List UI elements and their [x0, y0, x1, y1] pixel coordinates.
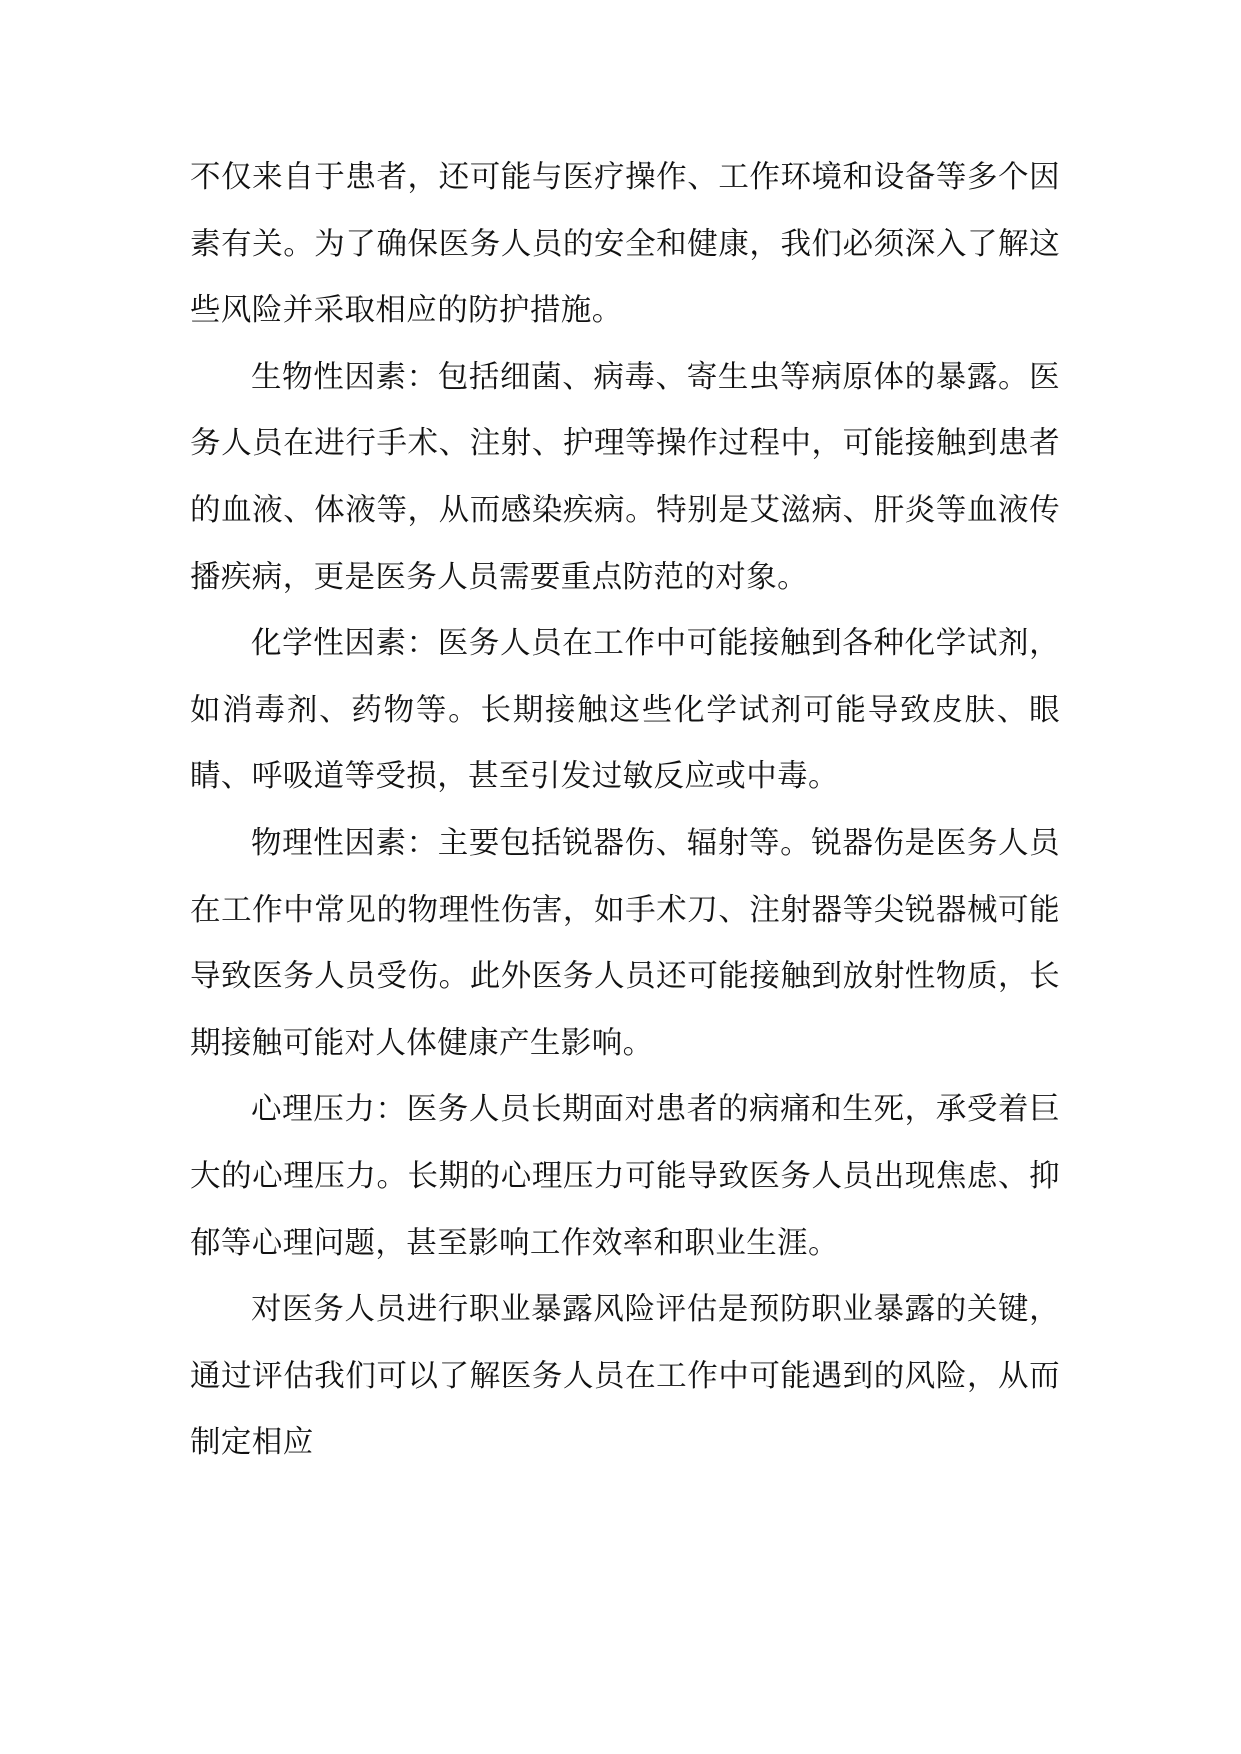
paragraph-chemical-factors: 化学性因素：医务人员在工作中可能接触到各种化学试剂，如消毒剂、药物等。长期接触这些化学试剂可能导致皮肤、眼睛、呼吸道等受损，甚至引发过敏反应或中毒。 — [190, 626, 1060, 795]
paragraph-physical-factors: 物理性因素：主要包括锐器伤、辐射等。锐器伤是医务人员在工作中常见的物理性伤害，如手术刀、注射器等尖锐器械可能导致医务人员受伤。此外医务人员还可能接触到放射性物质，长期接触可能对人体健康产生影响。 — [190, 825, 1060, 1061]
document-body — [190, 145, 1060, 1477]
paragraph-biological-factors: 生物性因素：包括细菌、病毒、寄生虫等病原体的暴露。医务人员在进行手术、注射、护理等操作过程中，可能接触到患者的血液、体液等，从而感染疾病。特别是艾滋病、肝炎等血液传播疾病，更是医务人员需要重点防范的对象。 — [190, 359, 1060, 595]
paragraph-intro: 不仅来自于患者，还可能与医疗操作、工作环境和设备等多个因素有关。为了确保医务人员的安全和健康，我们必须深入了解这些风险并采取相应的防护措施。 — [190, 160, 1060, 329]
paragraph-psychological-pressure: 心理压力：医务人员长期面对患者的病痛和生死，承受着巨大的心理压力。长期的心理压力可能导致医务人员出现焦虑、抑郁等心理问题，甚至影响工作效率和职业生涯。 — [190, 1092, 1060, 1261]
paragraph-risk-assessment: 对医务人员进行职业暴露风险评估是预防职业暴露的关键，通过评估我们可以了解医务人员在工作中可能遇到的风险，从而制定相应 — [190, 1292, 1060, 1461]
